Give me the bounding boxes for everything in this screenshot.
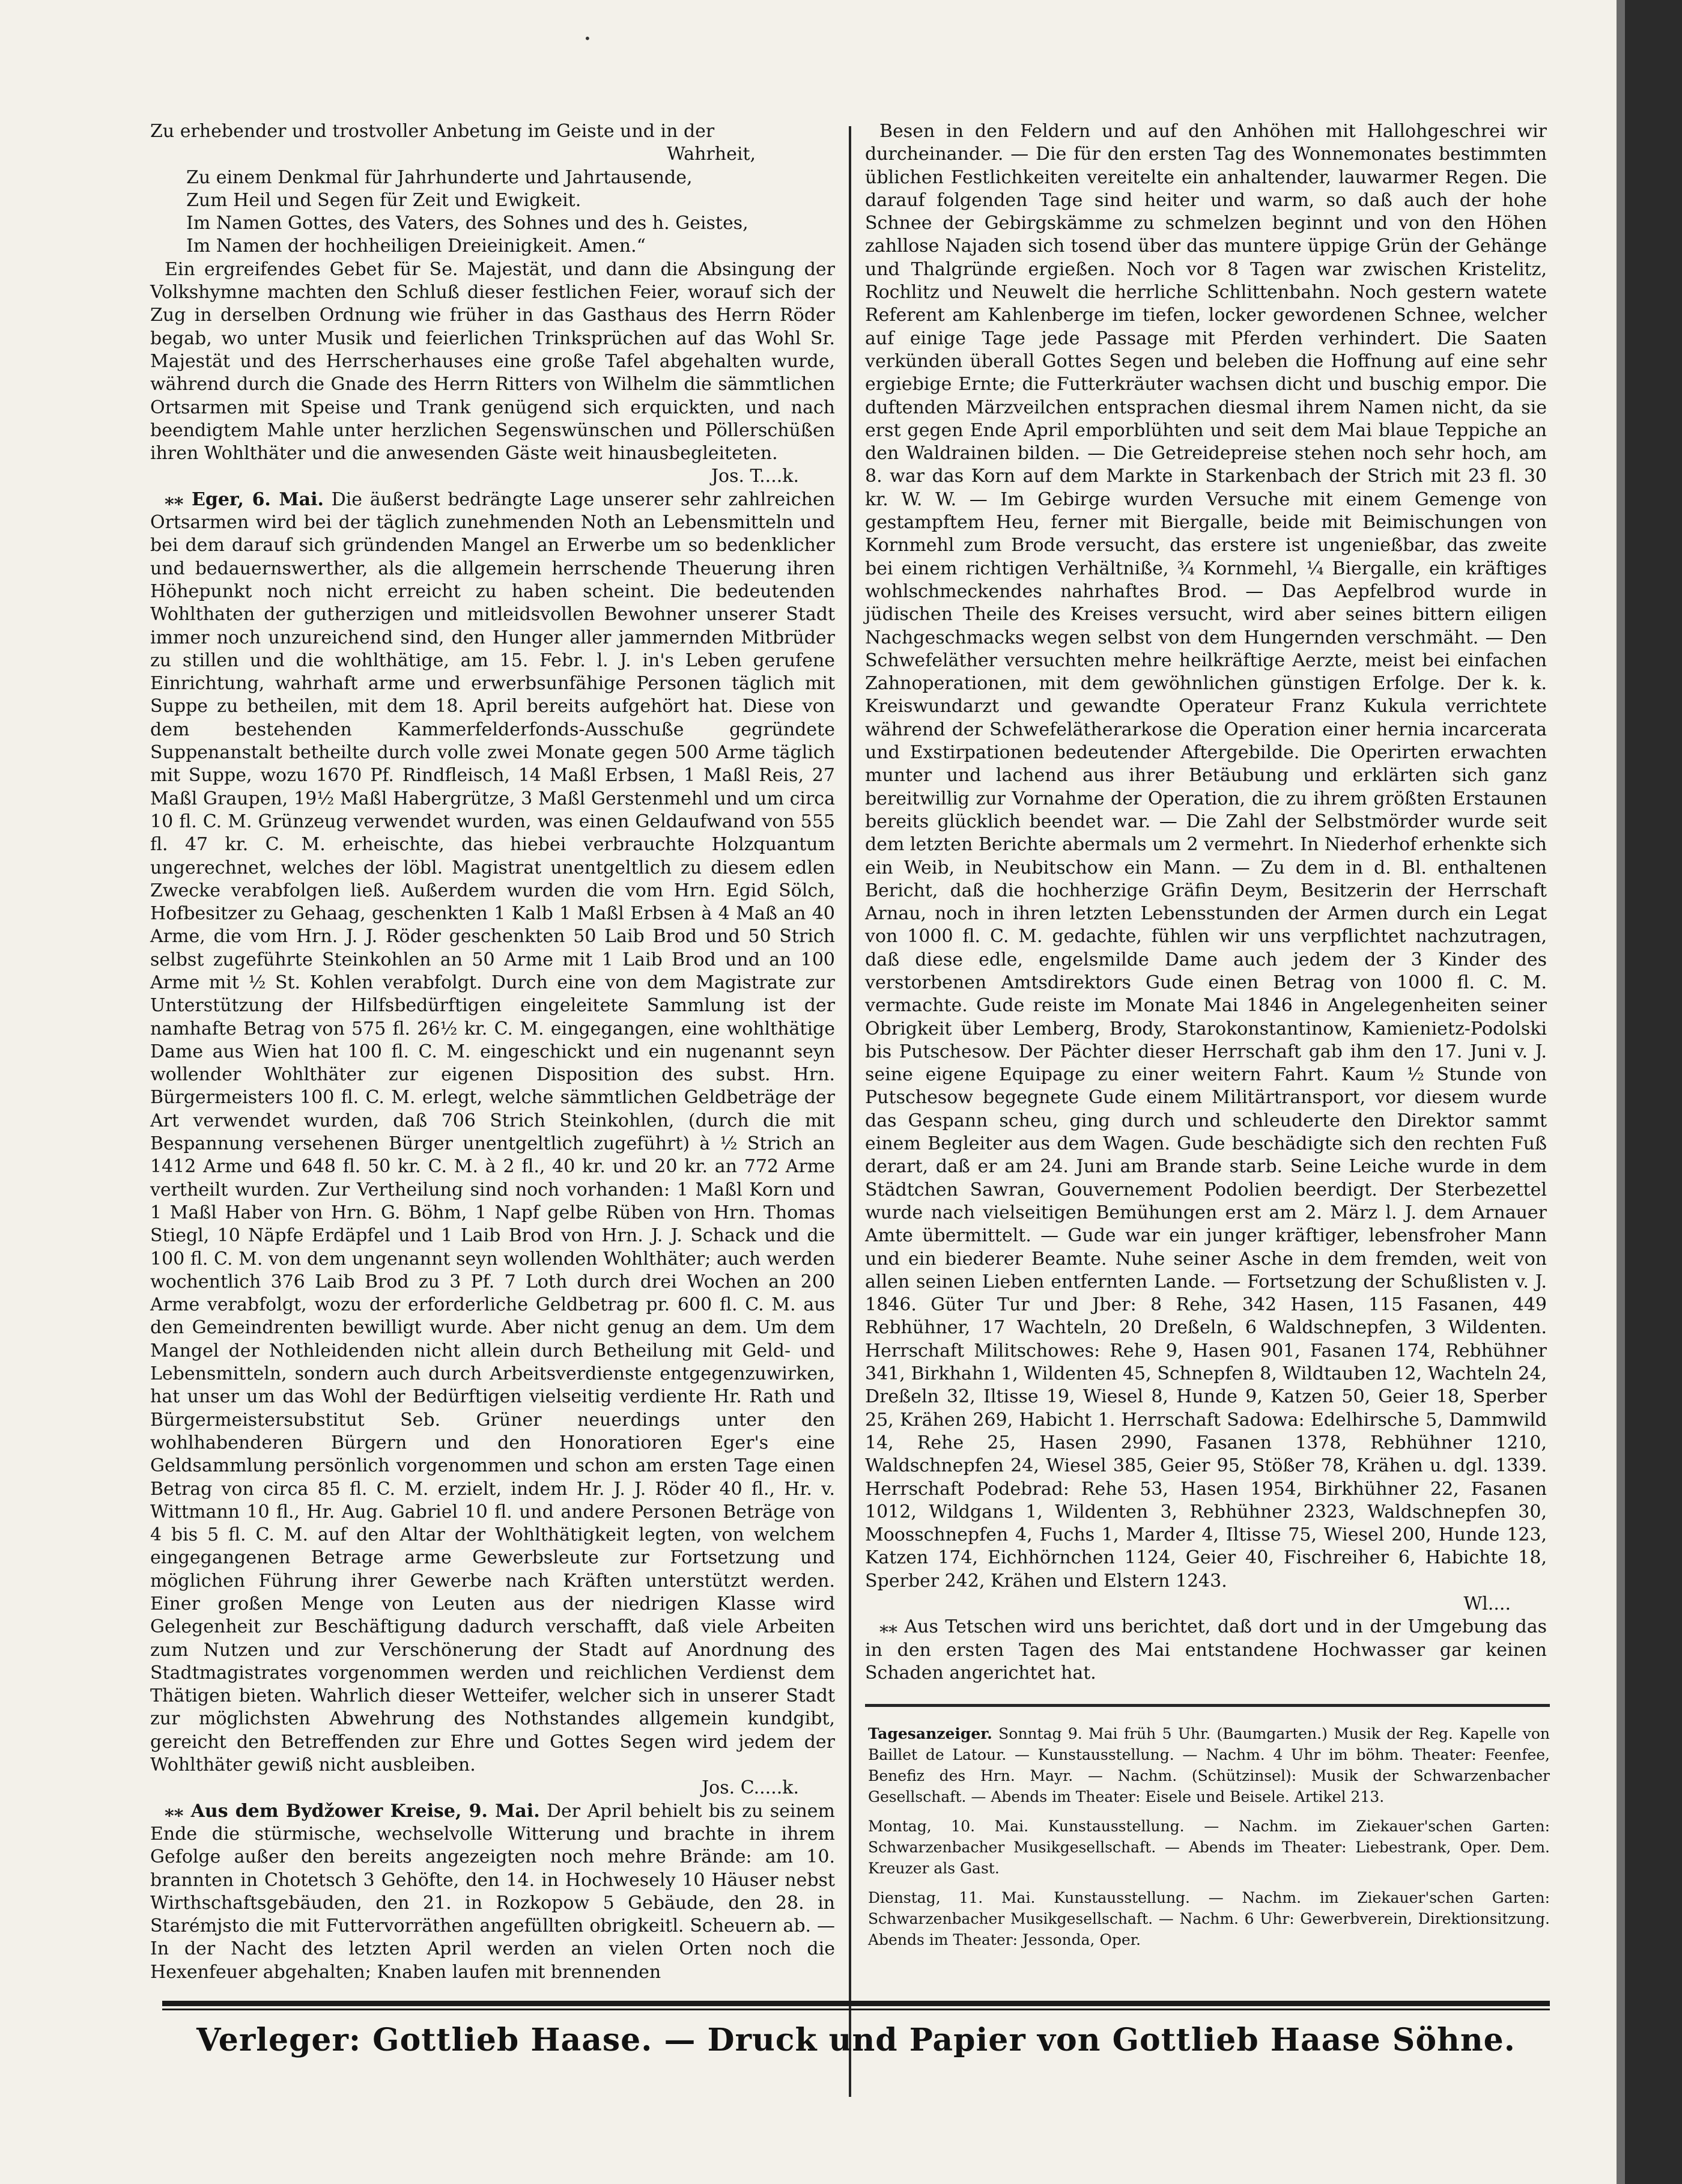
verse-line: Wahrheit,	[667, 144, 756, 165]
verse-line: Zu erhebender und trostvoller Anbetung im Geiste und in der	[150, 121, 715, 142]
article-body: Der April behielt bis zu seinem Ende die stürmische, wechselvolle Witterung und brachte in ihrem Gefolge außer den bereits angezeigten noch mehre Brände: am 10. brannten in Chotetsch 3 Gehöfte, den 14. in Hochwesely 10 Häuser nebst Wirthschaftsgebäuden, den 21. in Rozkopow 5 Gebäude, den 28. in Starémjsto die mit Futtervorräthen angefüllten obrigkeitl. Scheuern ab. — In der Nacht des letzten April werden an vielen Orten noch die Hexenfeuer abgehalten; Knaben laufen mit brennenden	[150, 1800, 835, 1983]
article-paragraph: Ein ergreifendes Gebet für Se. Majestät, und dann die Absingung der Volkshymne machten den Schluß dieser festlichen Feier, worauf sich der Zug in derselben Ordnung wie früher in das Gasthaus des Herrn Röder begab, wo unter Musik und feierlichen Trinksprüchen auf das Wohl Sr. Majestät und des Herrscherhauses eine große Tafel abgehalten wurde, während durch die Gnade des Herrn Ritters von Wilhelm die sämmtlichen Ortsarmen mit Speise und Trank genügend sich erquickten, und nach beendigtem Mahle unter herzlichen Segenswünschen und Pöllerschüßen ihren Wohlthäter und die anwesenden Gäste weit hinausbegleiteten.	[150, 258, 835, 464]
publisher-imprint: Verleger: Gottlieb Haase. — Druck und Papier von Gottlieb Haase Söhne.	[196, 2022, 1516, 2058]
footer-rule-thin	[162, 2009, 1550, 2010]
notice-text: Sonntag 9. Mai früh 5 Uhr. (Baumgarten.) Musik der Reg. Kapelle von Baillet de Latour. — Kunstausstellung. — Nachm. 4 Uhr im böhm. Theater: Feenfee, Benefiz des Hrn. Mayr. — Nachm. (Schützinsel): Musik der Schwarzenbacher Gesellschaft. — Abends im Theater: Eisele und Beisele. Artikel 213.	[868, 1725, 1550, 1805]
notice-item: Dienstag, 11. Mai. Kunstausstellung. — Nachm. im Ziekauer'schen Garten: Schwarzenbacher Musikgesellschaft. — Nachm. 6 Uhr: Gewerbverein, Direktionsitzung. Abends im Theater: Jessonda, Oper.	[868, 1889, 1550, 1948]
article-body: Die äußerst bedrängte Lage unserer sehr zahlreichen Ortsarmen wird bei der täglich zunehmenden Noth an Lebensmitteln und bei dem darauf sich gründenden Mangel an Erwerbe um so bedenklicher und bedauernswerther, als die allgemein herrschende Theuerung ihren Höhepunkt noch nicht erreicht zu haben scheint. Die bedeutenden Wohlthaten der gutherzigen und mitleidsvollen Bewohner unserer Stadt immer noch unzureichend sind, den Hunger aller jammernden Mitbrüder zu stillen und die wohlthätige, am 15. Febr. l. J. in's Leben gerufene Einrichtung, wahrhaft arme und erwerbsunfähige Personen täglich mit Suppe zu betheilen, mit dem 18. April bereits aufgehört hat. Diese von dem bestehenden Kammerfelderfonds-Ausschuße gegründete Suppenanstalt betheilte durch volle zwei Monate gegen 500 Arme täglich mit Suppe, wozu 1670 Pf. Rindfleisch, 14 Maßl Erbsen, 1 Maßl Reis, 27 Maßl Graupen, 19½ Maßl Habergrütze, 3 Maßl Gerstenmehl und um circa 10 fl. C. M. Grünzeug verwendet wurden, was einen Geldaufwand von 555 fl. 47 kr. C. M. erheischte, das hiebei verbrauchte Holzquantum ungerechnet, welches der löbl. Magistrat unentgeltlich zu diesem edlen Zwecke verabfolgen ließ. Außerdem wurden die vom Hrn. Egid Sölch, Hofbesitzer zu Gehaag, geschenkten 1 Kalb 1 Maßl Erbsen à 4 Maß an 40 Arme, die vom Hrn. J. J. Röder geschenkten 50 Laib Brod und 50 Strich selbst zugeführte Steinkohlen an 50 Arme mit 1 Laib Brod und an 100 Arme mit ½ St. Kohlen verabfolgt. Durch eine von dem Magistrate zur Unterstützung der Hilfsbedürftigen eingeleitete Sammlung ist der namhafte Betrag von 575 fl. 26½ kr. C. M. eingegangen, eine wohlthätige Dame aus Wien hat 100 fl. C. M. eingeschickt und ein nugenannt seyn wollender Wohlthäter zur eigenen Disposition des subst. Hrn. Bürgermeisters 100 fl. C. M. erlegt, welche sämmtlichen Geldbeträge der Art verwendet wurden, daß 706 Strich Steinkohlen, (durch die mit Bespannung versehenen Bürger unentgeltlich zugeführt) à ½ Strich an 1412 Arme und 648 fl. 50 kr. C. M. à 2 fl., 40 kr. und 20 kr. an 772 Arme vertheilt wurden. Zur Vertheilung sind noch vorhanden: 1 Maßl Korn und 1 Maßl Haber von Hrn. G. Böhm, 1 Napf gelbe Rüben von Hrn. Thomas Stiegl, 10 Näpfe Erdäpfel und 1 Laib Brod von Hrn. J. J. Schack und die 100 fl. C. M. von dem ungenannt seyn wollenden Wohlthäter; auch werden wochentlich 376 Laib Brod zu 3 Pf. 7 Loth durch drei Wochen an 200 Arme verabfolgt, wozu der erforderliche Geldbetrag pr. 600 fl. C. M. aus den Gemeindrenten bewilligt wurde. Aber nicht genug an dem. Um dem Mangel der Nothleidenden nicht allein durch Betheilung mit Geld- und Lebensmitteln, sondern auch durch Arbeitsverdienste entgegenzuwirken, hat unser um das Wohl der Bedürftigen vielseitig verdiente Hr. Rath und Bürgermeistersubstitut Seb. Grüner neuerdings unter den wohlhabenderen Bürgern und den Honoratioren Eger's eine Geldsammlung persönlich vorgenommen und schon am ersten Tage einen Betrag von circa 85 fl. C. M. erzielt, indem Hr. J. J. Röder 40 fl., Hr. v. Wittmann 10 fl., Hr. Aug. Gabriel 10 fl. und andere Personen Beträge von 4 bis 5 fl. C. M. auf den Altar der Wohlthätigkeit legten, von welchem eingegangenen Betrage arme Gewerbsleute zur Fortsetzung und möglichen Führung ihrer Gewerbe nach Kräften unterstützt werden. Einer großen Menge von Leuten aus der niedrigen Klasse wird Gelegenheit zur Beschäftigung dadurch verschafft, daß viele Arbeiten zum Nutzen und zur Verschönerung der Stadt auf Anordnung des Stadtmagistrates vorgenommen werden und reichlichen Verdienst dem Thätigen bieten. Wahrlich dieser Wetteifer, welcher sich in unserer Stadt zur möglichsten Abwehrung des Nothstandes allgemein kundgibt, gereicht den Betreffenden zur Ehre und Gottes Segen wird jedem der Wohlthäter gewiß nicht ausbleiben.	[150, 488, 835, 1776]
article-tetschen: ⁎⁎ Aus Tetschen wird uns berichtet, daß dort und in der Umgebung das in den ersten Tagen des Mai entstandene Hochwasser gar keinen Schaden angerichtet hat.	[865, 1616, 1547, 1684]
dateline: ⁎⁎ Eger, 6. Mai.	[165, 488, 324, 510]
author-signature: Wl....	[1463, 1593, 1511, 1614]
notice-item: Montag, 10. Mai. Kunstausstellung. — Nachm. im Ziekauer'schen Garten: Schwarzenbacher Musikgesellschaft. — Abends im Theater: Liebestrank, Oper. Dem. Kreuzer als Gast.	[868, 1817, 1550, 1877]
verse-line: Im Namen der hochheiligen Dreieinigkeit. Amen.“	[186, 236, 646, 257]
article-bydzow	[150, 1800, 835, 1984]
article-paragraph: Besen in den Feldern und auf den Anhöhen mit Hallohgeschrei wir durcheinander. — Die für den ersten Tag des Wonnemonates bestimmten üblichen Festlichkeiten vereitelte ein anhaltender, lauwarmer Regen. Die darauf folgenden Tage sind heiter und warm, so daß auch der hohe Schnee der Gebirgskämme zu schmelzen beginnt und von den Höhen zahllose Najaden sich tosend über das muntere üppige Grün der Gehänge und Thalgründe ergießen. Noch vor 8 Tagen war zwischen Kristelitz, Rochlitz und Neuwelt die herrliche Schlittenbahn. Noch gestern watete Referent am Kahlenberge im tiefen, locker gewordenen Schnee, welcher auf einige Tage jede Passage mit Pferden verhindert. Die Saaten verkünden überall Gottes Segen und beleben die Hoffnung auf eine sehr ergiebige Ernte; die Futterkräuter wachsen dicht und buschig empor. Die duftenden Märzveilchen entsprachen diesmal ihrem Namen nicht, da sie erst gegen Ende April emporblühten und seit dem Mai blaue Teppiche an den Waldrainen bilden. — Die Getreidepreise stehen noch sehr hoch, am 8. war das Korn auf dem Markte in Starkenbach der Strich mit 23 fl. 30 kr. W. W. — Im Gebirge wurden Versuche mit einem Gemenge von gestampftem Heu, ferner mit Biergalle, beide mit Beimischungen von Kornmehl zum Brode versucht, das erstere ist ungenießbar, das zweite bei einem richtigen Verhältniße, ¾ Kornmehl, ¼ Biergalle, ein kräftiges wohlschmeckendes nahrhaftes Brod. — Das Aepfelbrod wurde in jüdischen Theile des Kreises versucht, wird aber seines bittern eiligen Nachgeschmacks wegen selbst von dem Hungernden verschmäht. — Den Schwefeläther versuchten mehre heilkräftige Aerzte, meist bei einfachen Zahnoperationen, mit dem gewöhnlichen günstigen Erfolge. Der k. k. Kreiswundarzt und gewandte Operateur Franz Kukula verrichtete während der Schwefelätherarkose die Operation einer hernia incarcerata und Exstirpationen bedeutender Aftergebilde. Die Operirten erwachten munter und lachend aus ihrer Betäubung und erklärten sich ganz bereitwillig zur Vornahme der Operation, die zu ihrem größten Erstaunen bereits glücklich beendet war. — Die Zahl der Selbstmörder wurde seit dem letzten Berichte abermals um 2 vermehrt. In Niederhof erhenkte sich ein Weib, in Neubitschow ein Mann. — Zu dem in d. Bl. enthaltenen Bericht, daß die hochherzige Gräfin Deym, Besitzerin der Herrschaft Arnau, noch in ihren letzten Lebensstunden der Armen durch ein Legat von 1000 fl. C. M. gedachte, fühlen wir uns verpflichtet nachzutragen, daß diese edle, engelsmilde Dame auch jedem der 3 Kinder des verstorbenen Amtsdirektors Gude einen Betrag von 1000 fl. C. M. vermachte. Gude reiste im Monate Mai 1846 in Angelegenheiten seiner Obrigkeit über Lemberg, Brody, Starokonstantinow, Kamienietz-Podolski bis Putschesow. Der Pächter dieser Herrschaft gab ihm den 17. Juni v. J. seine eigene Equipage zu einer weitern Fahrt. Kaum ½ Stunde von Putschesow begegnete Gude einem Militärtransport, vor diesem wurde das Gespann scheu, ging durch und schleuderte den Direktor sammt einem Begleiter aus dem Wagen. Gude beschädigte sich den rechten Fuß derart, daß er am 24. Juni am Brande starb. Seine Leiche wurde in dem Städtchen Sawran, Gouvernement Podolien beerdigt. Der Sterbezettel wurde nach vielseitigen Bemühungen erst am 2. März l. J. dem Arnauer Amte übermittelt. — Gude war ein junger kräftiger, lebensfroher Mann und ein biederer Beamte. Nuhe seiner Asche in dem fremden, weit von allen seinen Lieben entfernten Lande. — Fortsetzung der Schußlisten v. J. 1846. Güter Tur und Jber: 8 Rehe, 342 Hasen, 115 Fasanen, 449 Rebhühner, 17 Wachteln, 20 Dreßeln, 6 Waldschnepfen, 3 Wildenten. Herrschaft Militschowes: Rehe 9, Hasen 901, Fasanen 174, Rebhühner 341, Birkhahn 1, Wildenten 45, Schnepfen 8, Wildtauben 12, Wachteln 24, Dreßeln 32, Iltisse 19, Wiesel 8, Hunde 9, Katzen 50, Geier 18, Sperber 25, Krähen 269, Habicht 1. Herrschaft Sadowa: Edelhirsche 5, Dammwild 14, Rehe 25, Hasen 2990, Fasanen 1378, Rebhühner 1210, Waldschnepfen 24, Wiesel 385, Geier 95, Stößer 78, Krähen u. dgl. 1339. Herrschaft Podebrad: Rehe 53, Hasen 1954, Birkhühner 22, Fasanen 1012, Wildgans 1, Wildenten 3, Rebhühner 2323, Waldschnepfen 30, Moosschnepfen 4, Fuchs 1, Marder 4, Iltisse 75, Wiesel 200, Hunde 123, Katzen 174, Eichhörnchen 1124, Geier 40, Fischreiher 6, Habichte 18, Sperber 242, Krähen und Elstern 1243.	[865, 121, 1547, 1592]
daily-notices	[868, 1723, 1550, 1959]
author-signature: Jos. T....k.	[711, 466, 799, 487]
verse-line: Zu einem Denkmal für Jahrhunderte und Jahrtausende,	[186, 166, 693, 188]
right-column	[865, 120, 1547, 1682]
author-signature: Jos. C.....k.	[702, 1777, 799, 1799]
top-margin-mark: •	[584, 31, 591, 46]
verse-line: Zum Heil und Segen für Zeit und Ewigkeit.	[186, 189, 581, 211]
notice-item	[868, 1723, 1550, 1807]
verse-line: Im Namen Gottes, des Vaters, des Sohnes und des h. Geistes,	[186, 213, 748, 234]
column-divider	[849, 126, 851, 2097]
section-rule	[865, 1704, 1550, 1707]
article-eger	[150, 488, 835, 1777]
notices-header: Tagesanzeiger.	[868, 1725, 992, 1742]
left-column	[150, 120, 835, 1983]
dateline: ⁎⁎ Aus dem Bydžower Kreise, 9. Mai.	[165, 1800, 540, 1822]
poem-verse	[150, 120, 835, 258]
footer-rule	[162, 2001, 1550, 2006]
